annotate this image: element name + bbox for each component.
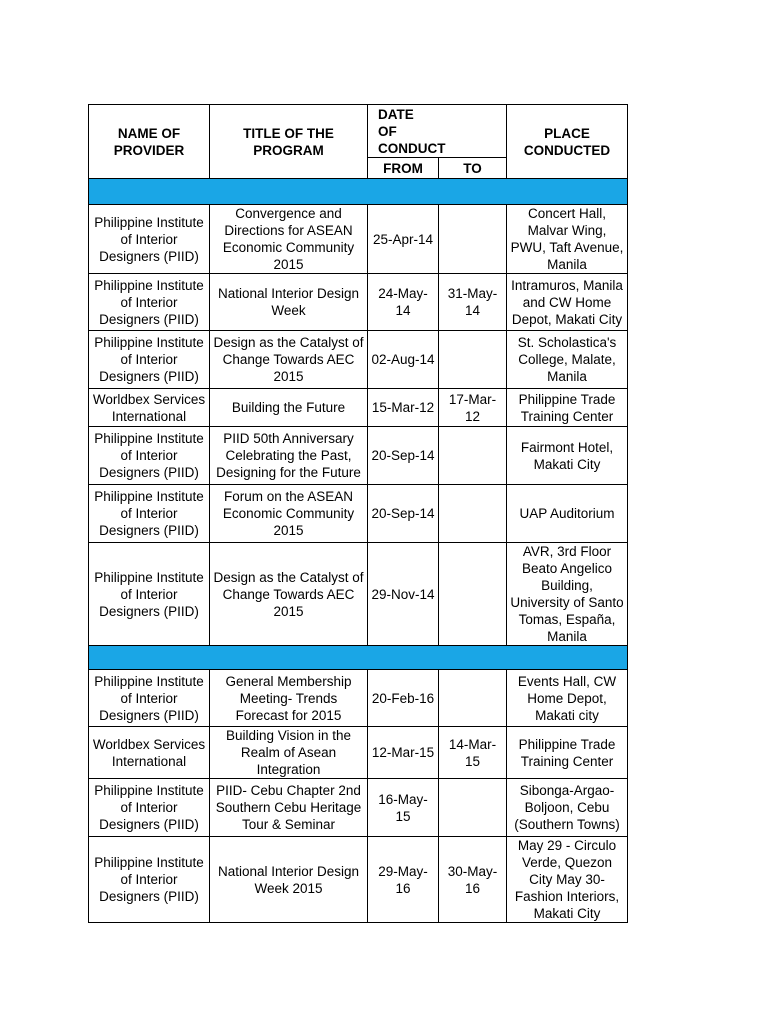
from-cell: 02-Aug-14 — [368, 331, 439, 389]
to-cell: 14-Mar-15 — [439, 727, 507, 779]
place-cell: AVR, 3rd Floor Beato Angelico Building, University of Santo Tomas, España, Manila — [507, 543, 628, 646]
title-cell: National Interior Design Week 2015 — [210, 837, 368, 923]
place-cell: May 29 - Circulo Verde, Quezon City May 30- Fashion Interiors, Makati City — [507, 837, 628, 923]
header-row — [89, 105, 628, 158]
place-cell: Philippine Trade Training Center — [507, 727, 628, 779]
to-cell — [439, 331, 507, 389]
to-cell — [439, 543, 507, 646]
table-row — [89, 727, 628, 779]
title-cell: Design as the Catalyst of Change Towards AEC 2015 — [210, 543, 368, 646]
from-cell: 20-Feb-16 — [368, 670, 439, 727]
provider-cell: Philippine Institute of Interior Designers (PIID) — [89, 274, 210, 331]
provider-cell: Philippine Institute of Interior Designers (PIID) — [89, 779, 210, 837]
provider-cell: Philippine Institute of Interior Designers (PIID) — [89, 837, 210, 923]
provider-cell: Philippine Institute of Interior Designers (PIID) — [89, 205, 210, 274]
table-row — [89, 331, 628, 389]
title-cell: Convergence and Directions for ASEAN Economic Community 2015 — [210, 205, 368, 274]
header-from: FROM — [368, 158, 439, 179]
place-cell: Concert Hall, Malvar Wing, PWU, Taft Avenue, Manila — [507, 205, 628, 274]
table-row — [89, 543, 628, 646]
from-cell: 20-Sep-14 — [368, 485, 439, 543]
header-place: PLACE CONDUCTED — [507, 105, 628, 179]
table-row — [89, 837, 628, 923]
from-cell: 29-Nov-14 — [368, 543, 439, 646]
title-cell: Building the Future — [210, 389, 368, 427]
section-band-1 — [89, 179, 628, 205]
table-row — [89, 670, 628, 727]
place-cell: Fairmont Hotel, Makati City — [507, 427, 628, 485]
table-row — [89, 274, 628, 331]
title-cell: PIID- Cebu Chapter 2nd Southern Cebu Heritage Tour & Seminar — [210, 779, 368, 837]
header-title: TITLE OF THE PROGRAM — [210, 105, 368, 179]
table-row — [89, 427, 628, 485]
table-row — [89, 779, 628, 837]
provider-cell: Philippine Institute of Interior Designers (PIID) — [89, 331, 210, 389]
title-cell: General Membership Meeting- Trends Forecast for 2015 — [210, 670, 368, 727]
to-cell — [439, 670, 507, 727]
header-provider: NAME OF PROVIDER — [89, 105, 210, 179]
provider-cell: Philippine Institute of Interior Designers (PIID) — [89, 543, 210, 646]
place-cell: Intramuros, Manila and CW Home Depot, Makati City — [507, 274, 628, 331]
title-cell: Design as the Catalyst of Change Towards AEC 2015 — [210, 331, 368, 389]
provider-cell: Philippine Institute of Interior Designers (PIID) — [89, 427, 210, 485]
place-cell: Philippine Trade Training Center — [507, 389, 628, 427]
title-cell: Forum on the ASEAN Economic Community 2015 — [210, 485, 368, 543]
title-cell: National Interior Design Week — [210, 274, 368, 331]
place-cell: UAP Auditorium — [507, 485, 628, 543]
to-cell — [439, 485, 507, 543]
provider-cell: Worldbex Services International — [89, 727, 210, 779]
to-cell — [439, 779, 507, 837]
from-cell: 15-Mar-12 — [368, 389, 439, 427]
section-band-2 — [89, 646, 628, 670]
provider-cell: Philippine Institute of Interior Designers (PIID) — [89, 485, 210, 543]
table-row — [89, 205, 628, 274]
provider-cell: Philippine Institute of Interior Designers (PIID) — [89, 670, 210, 727]
title-cell: PIID 50th Anniversary Celebrating the Past, Designing for the Future — [210, 427, 368, 485]
header-date-text: DATE OF CONDUCT — [378, 107, 446, 156]
from-cell: 29-May-16 — [368, 837, 439, 923]
section-band-1-cell — [89, 179, 628, 205]
section-band-2-cell — [89, 646, 628, 670]
place-cell: Events Hall, CW Home Depot, Makati city — [507, 670, 628, 727]
header-date — [368, 105, 507, 158]
to-cell: 17-Mar-12 — [439, 389, 507, 427]
place-cell: Sibonga-Argao-Boljoon, Cebu (Southern Towns) — [507, 779, 628, 837]
from-cell: 12-Mar-15 — [368, 727, 439, 779]
from-cell: 25-Apr-14 — [368, 205, 439, 274]
table-row — [89, 389, 628, 427]
training-table — [88, 104, 628, 923]
title-cell: Building Vision in the Realm of Asean Integration — [210, 727, 368, 779]
to-cell — [439, 427, 507, 485]
to-cell: 30-May-16 — [439, 837, 507, 923]
place-cell: St. Scholastica's College, Malate, Manila — [507, 331, 628, 389]
to-cell — [439, 205, 507, 274]
header-to: TO — [439, 158, 507, 179]
from-cell: 24-May-14 — [368, 274, 439, 331]
provider-cell: Worldbex Services International — [89, 389, 210, 427]
from-cell: 16-May-15 — [368, 779, 439, 837]
from-cell: 20-Sep-14 — [368, 427, 439, 485]
table-row — [89, 485, 628, 543]
to-cell: 31-May-14 — [439, 274, 507, 331]
